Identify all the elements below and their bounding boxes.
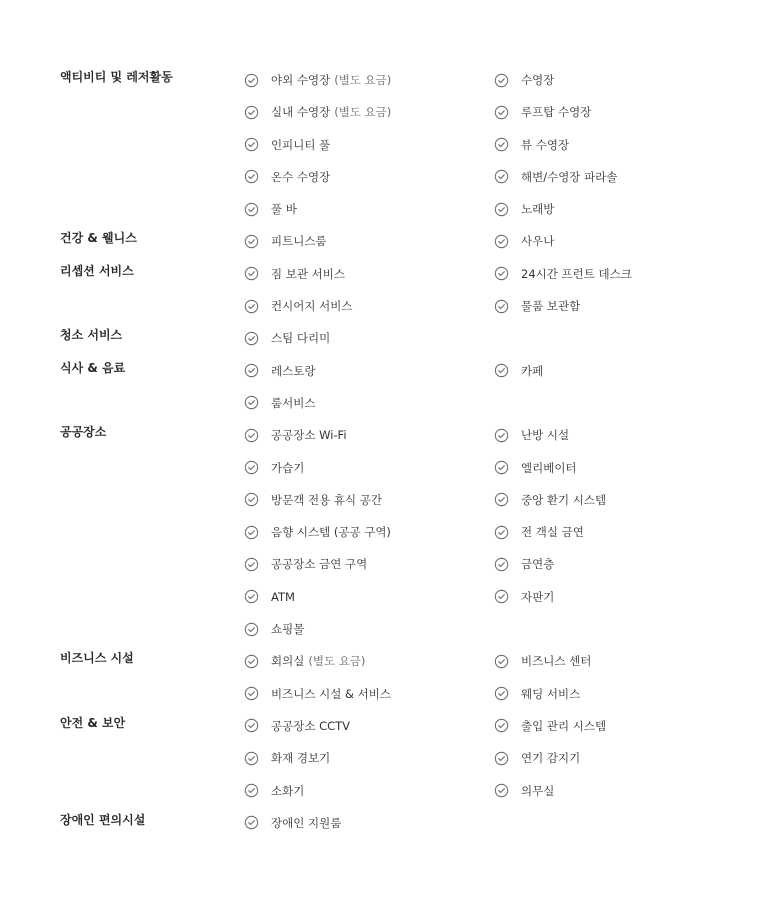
amenity-item xyxy=(494,193,554,225)
amenity-row xyxy=(0,387,770,419)
check-circle-icon xyxy=(494,525,509,540)
check-circle-icon xyxy=(244,299,259,314)
check-circle-icon xyxy=(244,105,259,120)
category-title: 건강 & 웰니스 xyxy=(60,231,137,246)
amenity-item xyxy=(244,516,391,548)
amenity-row xyxy=(0,807,770,839)
amenity-label: 노래방 xyxy=(521,202,555,217)
amenity-row xyxy=(0,193,770,225)
amenity-label: 회의실 xyxy=(271,654,305,669)
amenity-label: 음향 시스템 (공공 구역) xyxy=(271,525,391,540)
check-circle-icon xyxy=(494,428,509,443)
amenity-label: 뷰 수영장 xyxy=(521,137,570,152)
check-circle-icon xyxy=(494,137,509,152)
amenity-item xyxy=(494,64,554,96)
amenity-label: 수영장 xyxy=(521,73,555,87)
amenity-item xyxy=(494,452,577,484)
amenity-row xyxy=(0,96,770,128)
amenity-label: 비즈니스 센터 xyxy=(521,654,592,669)
amenity-item xyxy=(494,516,584,548)
amenity-label: 공공장소 Wi-Fi xyxy=(271,428,347,443)
check-circle-icon xyxy=(494,783,509,798)
amenity-row xyxy=(0,484,770,516)
amenity-label: 컨시어지 서비스 xyxy=(271,299,353,314)
amenity-item xyxy=(244,322,330,354)
amenity-section xyxy=(0,807,770,839)
amenity-label: 짐 보관 서비스 xyxy=(271,266,345,281)
check-circle-icon xyxy=(244,492,259,507)
amenity-label: 해변/수영장 파라솔 xyxy=(521,169,618,184)
amenity-item xyxy=(244,161,330,193)
check-circle-icon xyxy=(244,783,259,798)
amenity-label: 웨딩 서비스 xyxy=(521,686,581,701)
check-circle-icon xyxy=(244,815,259,830)
amenity-section xyxy=(0,355,770,420)
check-circle-icon xyxy=(494,169,509,184)
check-circle-icon xyxy=(244,686,259,701)
amenity-item xyxy=(244,258,345,290)
check-circle-icon xyxy=(244,363,259,378)
check-circle-icon xyxy=(494,589,509,604)
amenity-label: 쇼핑몰 xyxy=(271,622,305,637)
check-circle-icon xyxy=(244,718,259,733)
amenity-section xyxy=(0,258,770,323)
amenity-item xyxy=(494,484,606,516)
check-circle-icon xyxy=(244,234,259,249)
amenity-row xyxy=(0,290,770,322)
amenity-row xyxy=(0,775,770,807)
amenity-label: 룸서비스 xyxy=(271,395,316,410)
amenity-row xyxy=(0,258,770,290)
amenity-label: 연기 감지기 xyxy=(521,751,581,766)
check-circle-icon xyxy=(244,557,259,572)
amenity-label: 출입 관리 시스템 xyxy=(521,718,607,733)
check-circle-icon xyxy=(244,622,259,637)
amenity-label: 실내 수영장 xyxy=(271,105,331,120)
amenity-item xyxy=(494,290,580,322)
amenity-item xyxy=(244,548,367,580)
amenity-item xyxy=(244,290,352,322)
amenity-section xyxy=(0,419,770,645)
check-circle-icon xyxy=(244,202,259,217)
amenity-row xyxy=(0,419,770,451)
amenity-item xyxy=(494,678,580,710)
amenity-item xyxy=(244,225,327,257)
check-circle-icon xyxy=(494,718,509,733)
category-title: 장애인 편의시설 xyxy=(60,812,146,827)
amenity-label: 인피니티 풀 xyxy=(271,137,331,152)
check-circle-icon xyxy=(244,654,259,669)
amenity-section xyxy=(0,225,770,257)
amenity-label: 가습기 xyxy=(271,460,305,475)
amenity-item xyxy=(494,225,554,257)
check-circle-icon xyxy=(244,331,259,346)
amenity-row xyxy=(0,322,770,354)
amenity-item xyxy=(494,355,543,387)
amenity-label: 엘리베이터 xyxy=(521,460,577,475)
amenity-item xyxy=(244,613,304,645)
check-circle-icon xyxy=(244,751,259,766)
amenity-row xyxy=(0,64,770,96)
check-circle-icon xyxy=(244,73,259,88)
amenity-label: 장애인 지원룸 xyxy=(271,815,342,830)
amenity-item xyxy=(244,742,330,774)
category-title: 비즈니스 시설 xyxy=(60,651,134,666)
amenity-item xyxy=(494,581,554,613)
amenity-row xyxy=(0,645,770,677)
check-circle-icon xyxy=(244,525,259,540)
amenity-item xyxy=(494,645,591,677)
check-circle-icon xyxy=(494,751,509,766)
amenity-row xyxy=(0,225,770,257)
category-title: 액티비티 및 레저활동 xyxy=(60,70,173,84)
amenity-item xyxy=(494,419,569,451)
amenity-row xyxy=(0,613,770,645)
amenity-row xyxy=(0,452,770,484)
amenity-item xyxy=(494,161,617,193)
amenity-label: 공공장소 금연 구역 xyxy=(271,557,368,572)
amenity-label: 의무실 xyxy=(521,783,555,798)
amenity-label: 24시간 프런트 데스크 xyxy=(521,266,632,281)
amenity-item xyxy=(244,355,315,387)
amenity-item xyxy=(244,96,391,128)
amenity-item xyxy=(494,258,632,290)
category-title: 리셉션 서비스 xyxy=(60,263,134,278)
amenity-label: 사우나 xyxy=(521,234,555,249)
check-circle-icon xyxy=(494,686,509,701)
check-circle-icon xyxy=(494,202,509,217)
check-circle-icon xyxy=(494,492,509,507)
check-circle-icon xyxy=(494,299,509,314)
amenity-label: 자판기 xyxy=(521,589,555,604)
amenity-label: 스팀 다리미 xyxy=(271,331,331,346)
amenity-item xyxy=(244,193,297,225)
amenity-item xyxy=(244,64,391,96)
amenity-row xyxy=(0,548,770,580)
amenity-section xyxy=(0,322,770,354)
amenity-row xyxy=(0,161,770,193)
amenity-item xyxy=(494,742,580,774)
amenity-item xyxy=(494,548,554,580)
check-circle-icon xyxy=(494,234,509,249)
amenity-label: 카페 xyxy=(521,363,544,378)
amenity-item xyxy=(494,710,606,742)
amenity-row xyxy=(0,678,770,710)
amenity-label: 금연층 xyxy=(521,557,555,572)
amenity-item xyxy=(244,484,382,516)
amenity-item xyxy=(244,775,304,807)
amenity-item xyxy=(244,807,341,839)
check-circle-icon xyxy=(494,105,509,120)
amenity-item xyxy=(244,387,315,419)
amenity-label: ATM xyxy=(271,589,295,604)
amenity-note: (별도 요금) xyxy=(334,105,392,120)
amenity-item xyxy=(494,129,569,161)
amenity-label: 화재 경보기 xyxy=(271,751,331,766)
amenity-label: 전 객실 금연 xyxy=(521,525,584,540)
check-circle-icon xyxy=(244,395,259,410)
amenity-label: 공공장소 CCTV xyxy=(271,718,351,733)
amenity-row xyxy=(0,742,770,774)
amenity-item xyxy=(244,710,350,742)
amenity-section xyxy=(0,64,770,225)
category-title: 안전 & 보안 xyxy=(60,715,126,730)
amenity-label: 소화기 xyxy=(271,783,305,798)
check-circle-icon xyxy=(494,460,509,475)
amenity-label: 루프탑 수영장 xyxy=(521,105,592,120)
amenity-note: (별도 요금) xyxy=(308,654,366,669)
check-circle-icon xyxy=(244,460,259,475)
amenity-item xyxy=(244,581,295,613)
amenity-row xyxy=(0,129,770,161)
amenity-label: 풀 바 xyxy=(271,202,297,217)
amenity-label: 비즈니스 시설 & 서비스 xyxy=(271,686,391,701)
amenity-label: 온수 수영장 xyxy=(271,169,331,184)
amenity-row xyxy=(0,355,770,387)
check-circle-icon xyxy=(494,557,509,572)
category-title: 청소 서비스 xyxy=(60,328,123,343)
amenity-label: 야외 수영장 xyxy=(271,73,331,87)
check-circle-icon xyxy=(494,654,509,669)
amenity-item xyxy=(244,645,365,677)
amenity-item xyxy=(244,678,391,710)
check-circle-icon xyxy=(494,266,509,281)
amenity-label: 방문객 전용 휴식 공간 xyxy=(271,492,382,507)
amenity-label: 피트니스룸 xyxy=(271,234,327,249)
check-circle-icon xyxy=(244,169,259,184)
amenity-row xyxy=(0,581,770,613)
check-circle-icon xyxy=(244,589,259,604)
amenity-label: 레스토랑 xyxy=(271,363,316,378)
amenity-row xyxy=(0,516,770,548)
amenity-section xyxy=(0,710,770,807)
amenity-item xyxy=(244,452,304,484)
check-circle-icon xyxy=(494,363,509,378)
category-title: 식사 & 음료 xyxy=(60,360,126,375)
amenity-label: 물품 보관함 xyxy=(521,299,581,314)
check-circle-icon xyxy=(244,428,259,443)
amenity-label: 중앙 환기 시스템 xyxy=(521,492,607,507)
amenity-item xyxy=(244,419,347,451)
check-circle-icon xyxy=(494,73,509,88)
amenity-item xyxy=(244,129,330,161)
check-circle-icon xyxy=(244,266,259,281)
check-circle-icon xyxy=(244,137,259,152)
amenity-label: 난방 시설 xyxy=(521,428,570,443)
amenity-item xyxy=(494,96,591,128)
amenity-section xyxy=(0,645,770,710)
amenity-item xyxy=(494,775,554,807)
amenity-row xyxy=(0,710,770,742)
amenity-note: (별도 요금) xyxy=(334,73,392,87)
category-title: 공공장소 xyxy=(60,425,107,440)
